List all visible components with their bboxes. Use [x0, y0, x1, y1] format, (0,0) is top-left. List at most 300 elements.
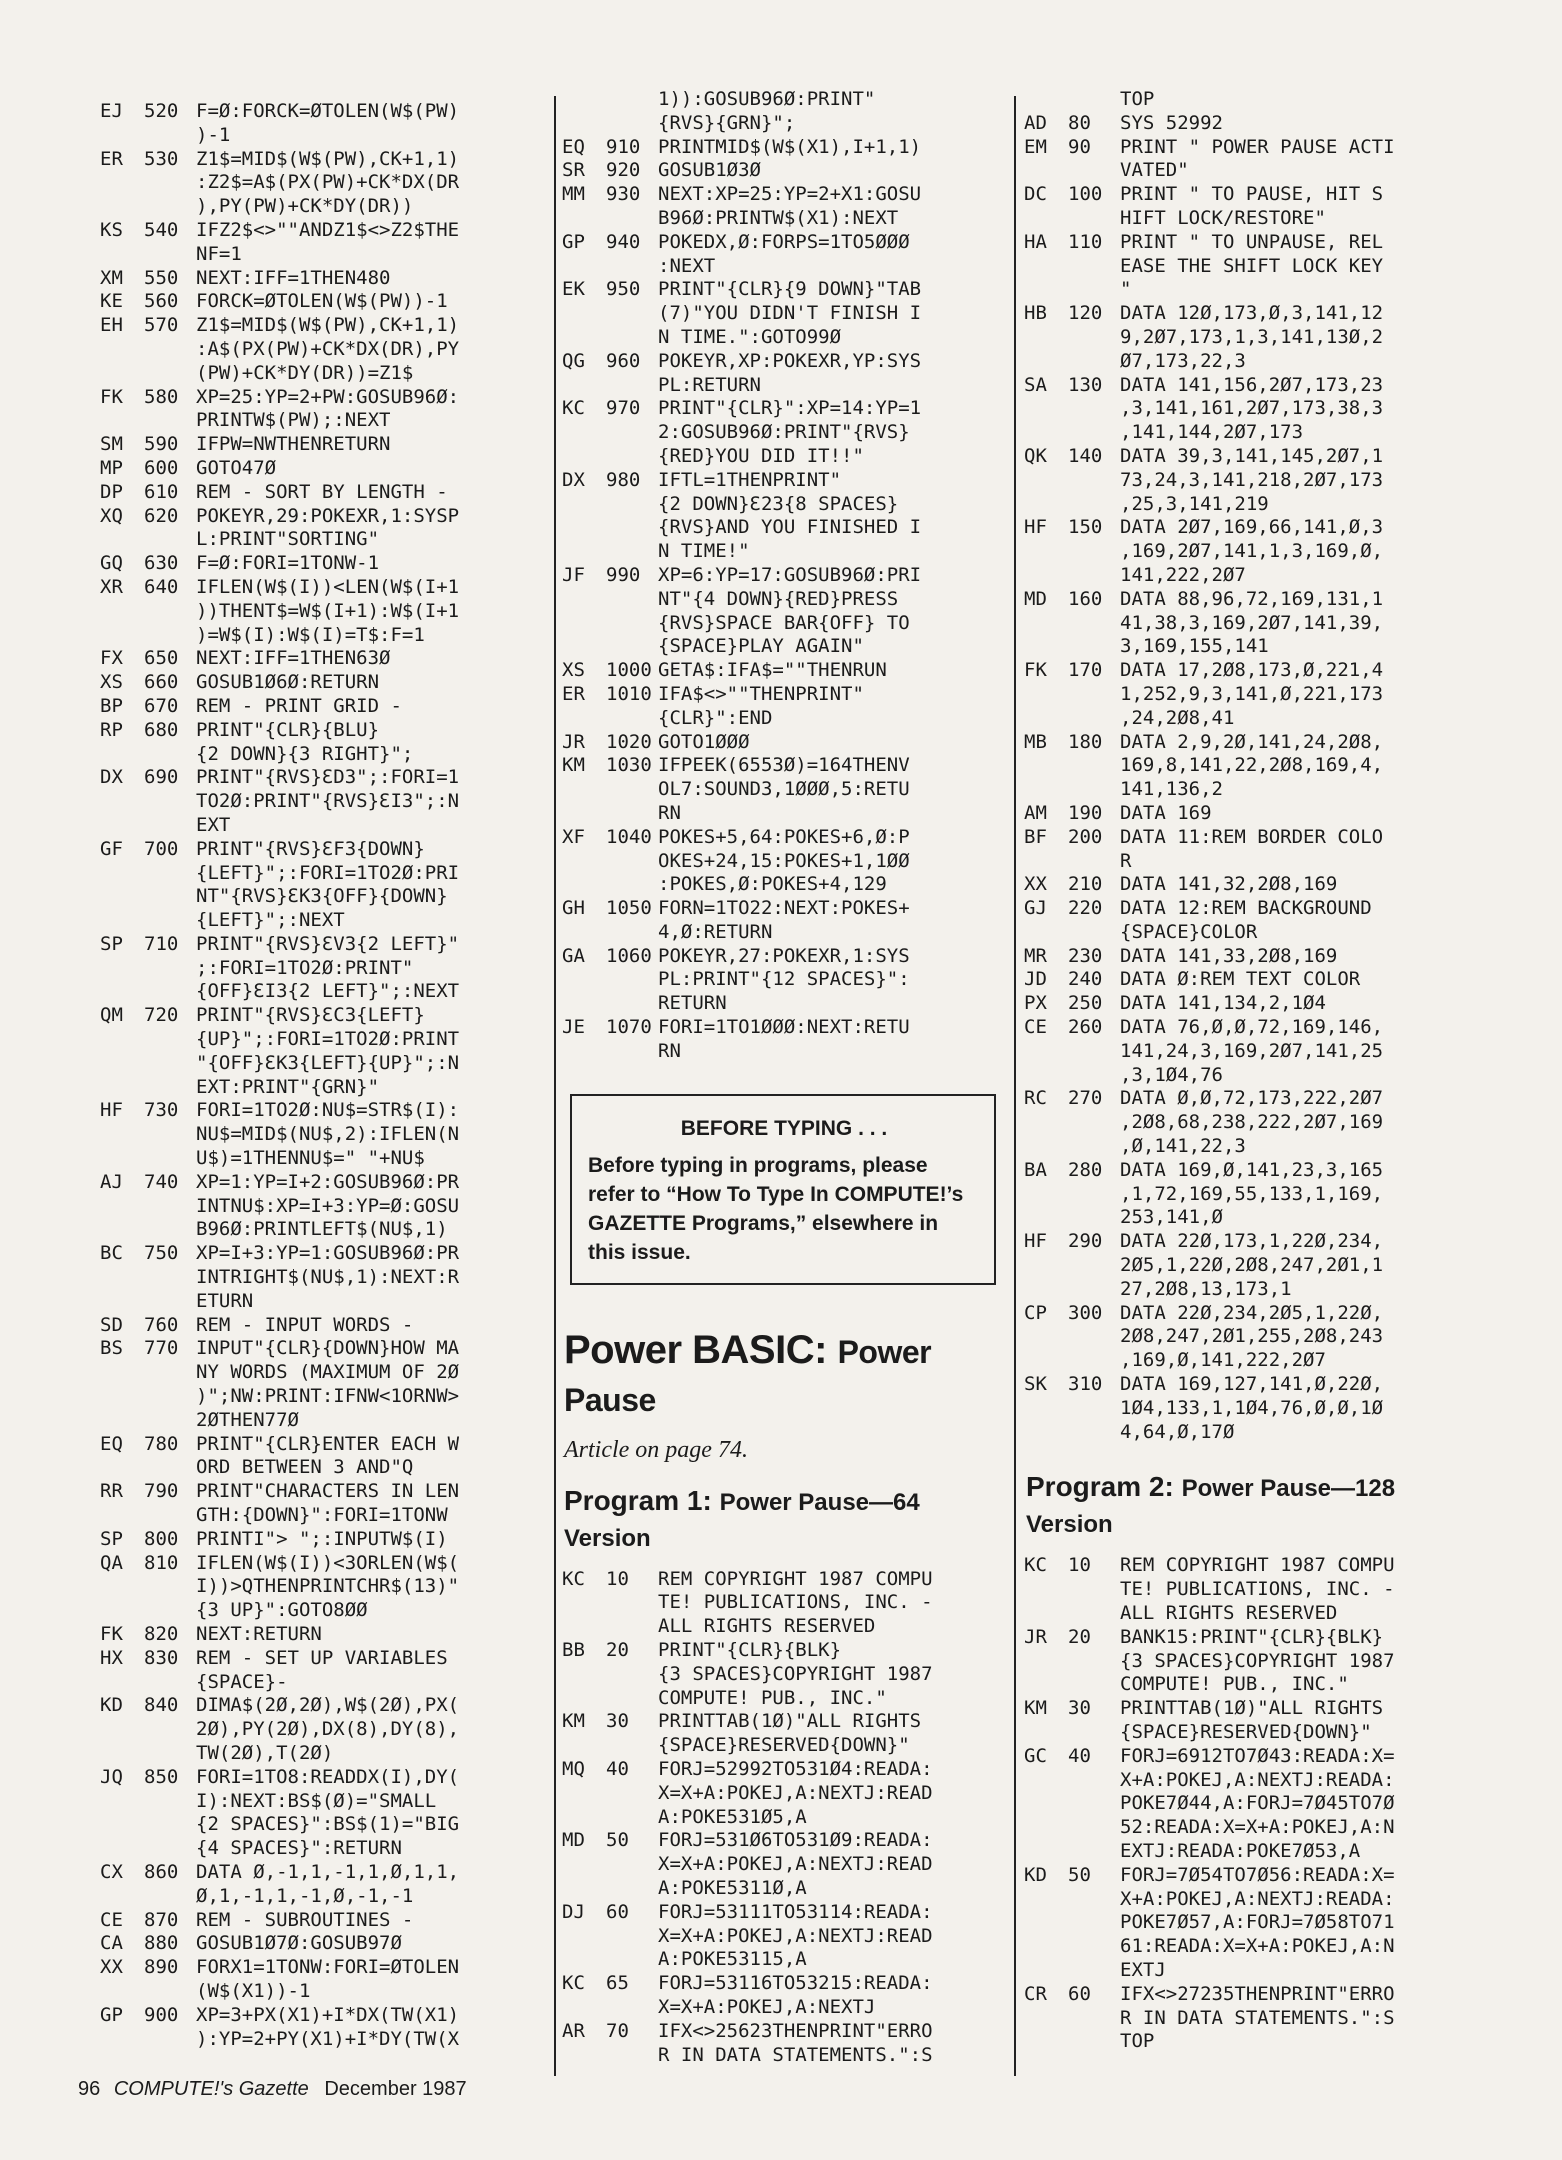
code-text: DATA 169	[1120, 801, 1212, 824]
line-number: 560	[144, 290, 179, 313]
checksum: GH	[562, 897, 585, 920]
checksum: KD	[1024, 1863, 1047, 1886]
code-text: NEXT:IFF=1THEN63Ø	[196, 647, 391, 670]
line-number: 65	[606, 1972, 629, 1995]
line-number: 580	[144, 385, 179, 408]
checksum: JR	[1024, 1625, 1047, 1648]
checksum: HF	[1024, 1230, 1047, 1253]
checksum: SA	[1024, 373, 1047, 396]
code-text: DATA 2,9,2Ø,141,24,2Ø8, 169,8,141,22,2Ø8,169,4, 141,136,2	[1120, 730, 1384, 801]
line-number: 940	[606, 230, 641, 253]
line-number: 830	[144, 1646, 179, 1669]
checksum: GJ	[1024, 897, 1047, 920]
checksum	[562, 88, 606, 136]
checksum: AJ	[100, 1170, 123, 1193]
checksum: RP	[100, 718, 123, 741]
code-text: PRINT"{RVS}ƐC3{LEFT} {UP}";:FORI=1TO2Ø:PRINT "{OFF}ƐK3{LEFT}{UP}";:N EXT:PRINT"{GRN}"	[196, 1004, 460, 1098]
line-number: 1020	[606, 730, 652, 753]
code-text: IFA$<>""THENPRINT" {CLR}":END	[658, 682, 864, 729]
code-text: F=Ø:FORI=1TONW-1	[196, 552, 380, 575]
checksum: JQ	[100, 1765, 123, 1788]
checksum: HA	[1024, 230, 1047, 253]
line-number: 160	[1068, 587, 1103, 610]
checksum: MM	[562, 183, 585, 206]
line-number: 250	[1068, 992, 1103, 1015]
checksum: KS	[100, 218, 123, 241]
checksum: SD	[100, 1313, 123, 1336]
code-text: PRINT"{RVS}ƐF3{DOWN} {LEFT}";:FORI=1TO2Ø:PRI NT"{RVS}ƐK3{OFF}{DOWN} {LEFT}";:NEXT	[196, 837, 460, 932]
line-number: 310	[1068, 1373, 1103, 1396]
article-title-main: Power BASIC:	[564, 1327, 827, 1372]
checksum: SK	[1024, 1373, 1047, 1396]
code-text: DATA Ø:REM TEXT COLOR	[1120, 968, 1361, 991]
checksum: SP	[100, 1527, 123, 1550]
checksum: FK	[100, 1623, 123, 1645]
line-number: 690	[144, 766, 179, 789]
code-text: POKEYR,27:POKEXR,1:SYS PL:PRINT"{12 SPACES}": RETURN	[658, 944, 910, 1015]
checksum: SM	[100, 433, 123, 456]
line-number: 930	[606, 183, 641, 206]
line-number: 810	[144, 1551, 179, 1574]
code-text: IFPW=NWTHENRETURN	[196, 433, 391, 456]
program-2-listing	[1024, 1554, 1474, 2054]
checksum: HF	[1024, 516, 1047, 539]
code-text: NEXT:XP=25:YP=2+X1:GOSU B96Ø:PRINTW$(X1):NEXT	[658, 183, 922, 229]
line-number: 710	[144, 932, 179, 955]
code-text: DATA 17,2Ø8,173,Ø,221,4 1,252,9,3,141,Ø,221,173 ,24,2Ø8,41	[1120, 659, 1384, 729]
code-text: DATA 76,Ø,Ø,72,169,146, 141,24,3,169,2Ø7,141,25 ,3,1Ø4,76	[1120, 1016, 1384, 1086]
code-text: IFLEN(W$(I))<LEN(W$(I+1 ))THENT$=W$(I+1):W$(I+1 )=W$(I):W$(I)=T$:F=1	[196, 575, 460, 646]
code-text: PRINT"{CLR}{9 DOWN}"TAB (7)"YOU DIDN'T FINISH I N TIME.":GOTO99Ø	[658, 278, 922, 348]
line-number: 550	[144, 266, 179, 289]
line-number: 240	[1068, 968, 1103, 991]
line-number: 110	[1068, 230, 1103, 253]
checksum: GA	[562, 944, 585, 967]
code-text: DATA 169,Ø,141,23,3,165 ,1,72,169,55,133,1,169, 253,141,Ø	[1120, 1158, 1384, 1229]
line-number: 770	[144, 1337, 179, 1360]
code-text: DATA 169,127,141,Ø,22Ø, 1Ø4,133,1,1Ø4,76,Ø,Ø,1Ø 4,64,Ø,17Ø	[1120, 1373, 1384, 1443]
line-number: 780	[144, 1432, 179, 1455]
article-title	[564, 1327, 1002, 1423]
checksum: KM	[562, 1710, 585, 1733]
code-text: DATA 2Ø7,169,66,141,Ø,3 ,169,2Ø7,141,1,3,169,Ø, 141,222,2Ø7	[1120, 516, 1384, 586]
code-text: PRINT"{CLR}ENTER EACH W ORD BETWEEN 3 AND"Q	[196, 1432, 460, 1479]
checksum: DX	[562, 468, 585, 491]
checksum: BA	[1024, 1158, 1047, 1181]
checksum: MQ	[562, 1758, 585, 1781]
code-text: DATA Ø,-1,1,-1,1,Ø,1,1, Ø,1,-1,1,-1,Ø,-1,-1	[196, 1860, 460, 1907]
line-number: 290	[1068, 1230, 1103, 1253]
line-number: 1030	[606, 754, 652, 777]
code-text: SYS 52992	[1120, 111, 1223, 134]
code-text: IFPEEK(6553Ø)=164THENV OL7:SOUND3,1ØØØ,5:RETU RN	[658, 754, 910, 824]
code-text: PRINT"{RVS}ƐD3";:FORI=1 TO2Ø:PRINT"{RVS}ƐI3";:N EXT	[196, 766, 460, 836]
line-number: 740	[144, 1170, 179, 1193]
checksum: XS	[562, 659, 585, 682]
code-text: FORJ=6912TO7Ø43:READA:X= X+A:POKEJ,A:NEXTJ:READA: POKE7Ø44,A:FORJ=7Ø45TO7Ø 52:READA:X=X+A:POKEJ,A:N EXTJ:READA:POKE7Ø53,A	[1120, 1744, 1395, 1862]
checksum: KM	[562, 754, 585, 777]
line-number: 610	[144, 480, 179, 503]
code-text: F=Ø:FORCK=ØTOLEN(W$(PW) )-1	[196, 100, 460, 146]
checksum: GC	[1024, 1744, 1047, 1767]
checksum: HF	[100, 1099, 123, 1122]
checksum: ER	[100, 147, 123, 170]
line-number: 800	[144, 1527, 179, 1550]
code-text: REM - PRINT GRID -	[196, 694, 402, 717]
code-text: DATA 141,32,2Ø8,169	[1120, 873, 1338, 896]
code-text: IFX<>27235THENPRINT"ERRO R IN DATA STATEMENTS.":S TOP	[1120, 1982, 1395, 2053]
checksum: QK	[1024, 444, 1047, 467]
code-text: DATA 141,156,2Ø7,173,23 ,3,141,161,2Ø7,173,38,3 ,141,144,2Ø7,173	[1120, 373, 1384, 444]
line-number: 10	[1068, 1554, 1091, 1577]
code-listing	[100, 100, 550, 2051]
code-text: GOTO1ØØØ	[658, 730, 750, 753]
magazine-name: COMPUTE!'s Gazette	[113, 2078, 309, 2100]
line-number: 1010	[606, 682, 652, 705]
line-number: 130	[1068, 373, 1103, 396]
line-number: 860	[144, 1860, 179, 1883]
line-number: 630	[144, 552, 179, 575]
code-text: DATA Ø,Ø,72,173,222,2Ø7 ,2Ø8,68,238,222,2Ø7,169 ,Ø,141,22,3	[1120, 1087, 1384, 1158]
line-number: 220	[1068, 897, 1103, 920]
checksum: EM	[1024, 135, 1047, 158]
line-number: 600	[144, 456, 179, 479]
code-text: REM - SET UP VARIABLES {SPACE}-	[196, 1646, 448, 1693]
line-number: 880	[144, 1932, 179, 1955]
checksum: JF	[562, 563, 585, 586]
code-text: FORI=1TO1ØØØ:NEXT:RETU RN	[658, 1016, 910, 1062]
code-text: FORI=1TO2Ø:NU$=STR$(I): NU$=MID$(NU$,2):IFLEN(N U$)=1THENNU$=" "+NU$	[196, 1099, 460, 1170]
checksum: BC	[100, 1242, 123, 1265]
checksum: JR	[562, 730, 585, 753]
code-text: DATA 12:REM BACKGROUND {SPACE}COLOR	[1120, 897, 1372, 943]
checksum: GP	[562, 230, 585, 253]
code-text: DATA 22Ø,234,2Ø5,1,22Ø, 2Ø8,247,2Ø1,255,2Ø8,243 ,169,Ø,141,222,2Ø7	[1120, 1301, 1384, 1372]
program-2-heading	[1026, 1470, 1474, 1542]
line-number: 680	[144, 718, 179, 741]
checksum: RR	[100, 1480, 123, 1503]
line-number: 700	[144, 837, 179, 860]
checksum: KM	[1024, 1697, 1047, 1720]
code-text: FORJ=52992TO531Ø4:READA: X=X+A:POKEJ,A:NEXTJ:READ A:POKE531Ø5,A	[658, 1758, 933, 1828]
checksum: XX	[1024, 873, 1047, 896]
checksum: CX	[100, 1860, 123, 1883]
checksum: KC	[562, 397, 585, 420]
line-number: 40	[606, 1758, 629, 1781]
checksum: DX	[100, 766, 123, 789]
checksum: CR	[1024, 1982, 1047, 2005]
checksum: DC	[1024, 183, 1047, 206]
line-number: 520	[144, 100, 179, 122]
code-text: NEXT:IFF=1THEN480	[196, 266, 391, 289]
checksum: CP	[1024, 1301, 1047, 1324]
line-number: 70	[606, 2019, 629, 2042]
line-number: 750	[144, 1242, 179, 1265]
line-number: 530	[144, 147, 179, 170]
line-number: 170	[1068, 659, 1103, 682]
code-text: IFTL=1THENPRINT" {2 DOWN}Ɛ23{8 SPACES} {RVS}AND YOU FINISHED I N TIME!"	[658, 468, 922, 563]
code-text: PRINTTAB(1Ø)"ALL RIGHTS {SPACE}RESERVED{DOWN}"	[1120, 1697, 1384, 1743]
program-1-heading	[564, 1484, 1002, 1556]
line-number: 870	[144, 1908, 179, 1931]
checksum: MB	[1024, 730, 1047, 753]
checksum: EK	[562, 278, 585, 301]
line-number: 1000	[606, 659, 652, 682]
line-number: 920	[606, 159, 641, 182]
checksum: JD	[1024, 968, 1047, 991]
checksum: BF	[1024, 825, 1047, 848]
checksum: CE	[100, 1908, 123, 1931]
checksum: CE	[1024, 1016, 1047, 1039]
line-number: 30	[606, 1710, 629, 1733]
program-2-label: Program 2:	[1026, 1471, 1174, 1503]
code-text: PRINT"{CLR}{BLU} {2 DOWN}{3 RIGHT}";	[196, 718, 414, 765]
code-text: XP=3+PX(X1)+I*DX(TW(X1) ):YP=2+PY(X1)+I*DY(TW(X	[196, 2003, 460, 2050]
line-number: 40	[1068, 1744, 1091, 1767]
line-number: 980	[606, 468, 641, 491]
checksum: QA	[100, 1551, 123, 1574]
line-number: 640	[144, 575, 179, 598]
code-text: IFX<>25623THENPRINT"ERRO R IN DATA STATEMENTS.":S	[658, 2019, 933, 2066]
code-text: XP=1:YP=I+2:GOSUB96Ø:PR INTNU$:XP=I+3:YP=Ø:GOSU B96Ø:PRINTLEFT$(NU$,1)	[196, 1170, 460, 1241]
line-number: 1070	[606, 1016, 652, 1039]
code-text: XP=25:YP=2+PW:GOSUB96Ø: PRINTW$(PW);:NEXT	[196, 385, 460, 432]
line-number: 840	[144, 1694, 179, 1717]
line-number: 1040	[606, 825, 652, 848]
listing-column-3	[1024, 88, 1474, 2054]
code-text: PRINT"{CLR}":XP=14:YP=1 2:GOSUB96Ø:PRINT"{RVS} {RED}YOU DID IT!!"	[658, 397, 922, 467]
checksum: EH	[100, 314, 123, 337]
checksum: ER	[562, 682, 585, 705]
checksum: QG	[562, 349, 585, 372]
code-text: 1)):GOSUB96Ø:PRINT" {RVS}{GRN}";	[658, 88, 876, 134]
line-number: 120	[1068, 302, 1103, 325]
code-text: PRINT " TO PAUSE, HIT S HIFT LOCK/RESTORE"	[1120, 183, 1384, 229]
code-text: PRINT " POWER PAUSE ACTI VATED"	[1120, 135, 1395, 182]
line-number	[606, 88, 654, 136]
listing-column-2	[562, 88, 1002, 2067]
checksum: AR	[562, 2019, 585, 2042]
checksum: BP	[100, 694, 123, 717]
code-text: GOSUB1Ø3Ø	[658, 159, 761, 182]
code-text: DATA 88,96,72,169,131,1 41,38,3,169,2Ø7,141,39, 3,169,155,141	[1120, 587, 1384, 658]
line-number: 660	[144, 671, 179, 694]
line-number: 620	[144, 504, 179, 527]
code-text: POKEDX,Ø:FORPS=1TO5ØØØ :NEXT	[658, 230, 910, 277]
code-text: REM COPYRIGHT 1987 COMPU TE! PUBLICATIONS, INC. - ALL RIGHTS RESERVED	[658, 1567, 933, 1638]
checksum: KE	[100, 290, 123, 313]
code-text: IFLEN(W$(I))<3ORLEN(W$( I))>QTHENPRINTCHR$(13)" {3 UP}":GOTO8ØØ	[196, 1551, 460, 1622]
code-text: POKEYR,29:POKEXR,1:SYSP L:PRINT"SORTING"	[196, 504, 460, 551]
code-text: REM COPYRIGHT 1987 COMPU TE! PUBLICATIONS, INC. - ALL RIGHTS RESERVED	[1120, 1554, 1395, 1625]
line-number: 670	[144, 694, 179, 717]
line-number: 90	[1068, 135, 1091, 158]
line-number: 790	[144, 1480, 179, 1503]
code-text: XP=I+3:YP=1:GOSUB96Ø:PR INTRIGHT$(NU$,1):NEXT:R ETURN	[196, 1242, 460, 1312]
code-text: REM - SORT BY LENGTH -	[196, 480, 448, 503]
checksum	[1024, 88, 1068, 112]
page-footer	[78, 2078, 467, 2101]
line-number: 590	[144, 433, 179, 456]
checksum: FX	[100, 647, 123, 670]
line-number: 50	[1068, 1863, 1091, 1886]
code-text: FORX1=1TONW:FORI=ØTOLEN (W$(X1))-1	[196, 1956, 460, 2002]
line-number: 60	[1068, 1982, 1091, 2005]
program-1-title: Power Pause—64 Version	[564, 1488, 920, 1552]
code-text: DATA 141,134,2,1Ø4	[1120, 992, 1326, 1015]
line-number: 200	[1068, 825, 1103, 848]
code-text: FORCK=ØTOLEN(W$(PW))-1	[196, 290, 448, 313]
line-number: 850	[144, 1765, 179, 1788]
line-number: 230	[1068, 944, 1103, 967]
page-number: 96	[78, 2078, 101, 2100]
line-number: 30	[1068, 1697, 1091, 1720]
line-number: 760	[144, 1313, 179, 1336]
code-text: FORJ=7Ø54TO7Ø56:READA:X= X+A:POKEJ,A:NEXTJ:READA: POKE7Ø57,A:FORJ=7Ø58TO71 61:READA:X=X+A:POKEJ,A:N EXTJ	[1120, 1863, 1395, 1981]
checksum: AM	[1024, 801, 1047, 824]
program-1-listing-continued	[1024, 88, 1474, 1444]
program-2-title: Power Pause—128 Version	[1026, 1475, 1396, 1539]
line-number: 270	[1068, 1087, 1103, 1110]
code-text: DATA 39,3,141,145,2Ø7,1 73,24,3,141,218,2Ø7,173 ,25,3,141,219	[1120, 444, 1384, 515]
line-number: 60	[606, 1900, 629, 1923]
code-text: Z1$=MID$(W$(PW),CK+1,1) :A$(PX(PW)+CK*DX(DR),PY (PW)+CK*DY(DR))=Z1$	[196, 314, 460, 384]
code-text: PRINT"CHARACTERS IN LEN GTH:{DOWN}":FORI=1TONW	[196, 1480, 460, 1527]
checksum: SP	[100, 932, 123, 955]
article-title-sub: Power Pause	[564, 1333, 932, 1418]
issue-date: December 1987	[324, 2078, 467, 2100]
checksum: XQ	[100, 504, 123, 527]
line-number: 720	[144, 1004, 179, 1027]
checksum: DJ	[562, 1900, 585, 1923]
code-text: INPUT"{CLR}{DOWN}HOW MA NY WORDS (MAXIMUM OF 2Ø )";NW:PRINT:IFNW<1ORNW> 2ØTHEN77Ø	[196, 1337, 460, 1431]
column-divider	[1014, 96, 1016, 2076]
line-number: 960	[606, 349, 641, 372]
line-number: 890	[144, 1956, 179, 1979]
code-text: FORJ=53111TO53114:READA: X=X+A:POKEJ,A:NEXTJ:READ A:POKE53115,A	[658, 1900, 933, 1971]
checksum: HB	[1024, 302, 1047, 325]
column-divider	[554, 96, 556, 2076]
line-number: 540	[144, 218, 179, 241]
line-number: 1050	[606, 897, 652, 920]
line-number: 80	[1068, 111, 1091, 134]
checksum: RC	[1024, 1087, 1047, 1110]
checksum: GQ	[100, 552, 123, 575]
line-number: 990	[606, 563, 641, 586]
code-text: POKES+5,64:POKES+6,Ø:P OKES+24,15:POKES+1,1ØØ :POKES,Ø:POKES+4,129	[658, 825, 910, 896]
program-1-label: Program 1:	[564, 1484, 712, 1516]
checksum: BB	[562, 1639, 585, 1662]
line-number: 650	[144, 647, 179, 670]
code-text: PRINTMID$(W$(X1),I+1,1)	[658, 135, 922, 158]
notice-body: Before typing in programs, please refer to “How To Type In COMPUTE!’s GAZETTE Programs,” elsewhere in this issue.	[588, 1153, 964, 1264]
code-text: PRINT"{RVS}ƐV3{2 LEFT}" ;:FORI=1TO2Ø:PRINT" {OFF}ƐI3{2 LEFT}";:NEXT	[196, 932, 460, 1003]
line-number: 260	[1068, 1016, 1103, 1039]
line-number: 10	[606, 1567, 629, 1590]
code-text: BANK15:PRINT"{CLR}{BLK} {3 SPACES}COPYRIGHT 1987 COMPUTE! PUB., INC."	[1120, 1625, 1395, 1696]
line-number: 730	[144, 1099, 179, 1122]
code-text: FORI=1TO8:READDX(I),DY( I):NEXT:BS$(Ø)="SMALL {2 SPACES}":BS$(1)="BIG {4 SPACES}":RETURN	[196, 1765, 460, 1860]
code-text: FORJ=531Ø6TO531Ø9:READA: X=X+A:POKEJ,A:NEXTJ:READ A:POKE5311Ø,A	[658, 1829, 933, 1900]
checksum: KC	[1024, 1554, 1047, 1577]
line-number: 180	[1068, 730, 1103, 753]
program-1-listing	[562, 1568, 1002, 2068]
checksum: SR	[562, 159, 585, 182]
line-number: 570	[144, 314, 179, 337]
code-text: PRINT " TO UNPAUSE, REL EASE THE SHIFT LOCK KEY "	[1120, 230, 1384, 301]
code-text: DATA 141,33,2Ø8,169	[1120, 944, 1338, 967]
line-number: 300	[1068, 1301, 1103, 1324]
checksum: DP	[100, 480, 123, 503]
checksum: EQ	[100, 1432, 123, 1455]
code-text: REM - INPUT WORDS -	[196, 1313, 414, 1336]
code-listing	[562, 88, 1002, 1064]
checksum: MP	[100, 456, 123, 479]
line-number: 820	[144, 1623, 179, 1645]
line-number: 100	[1068, 183, 1103, 206]
line-number: 210	[1068, 873, 1103, 896]
code-text: NEXT:RETURN	[196, 1623, 322, 1645]
line-number: 190	[1068, 801, 1103, 824]
line-number: 950	[606, 278, 641, 301]
checksum: GF	[100, 837, 123, 860]
checksum: XM	[100, 266, 123, 289]
checksum: QM	[100, 1004, 123, 1027]
checksum: EQ	[562, 135, 585, 158]
line-number: 910	[606, 135, 641, 158]
checksum: MR	[1024, 944, 1047, 967]
line-number: 900	[144, 2003, 179, 2026]
line-number: 1060	[606, 944, 652, 967]
checksum: JE	[562, 1016, 585, 1039]
code-text: PRINTI"> ";:INPUTW$(I)	[196, 1527, 448, 1550]
line-number: 280	[1068, 1158, 1103, 1181]
checksum: KC	[562, 1567, 585, 1590]
line-number: 20	[1068, 1625, 1091, 1648]
checksum: XR	[100, 575, 123, 598]
checksum: FK	[100, 385, 123, 408]
before-typing-notice	[570, 1094, 996, 1285]
checksum: XS	[100, 671, 123, 694]
code-text: TOP	[1120, 88, 1155, 110]
checksum: XF	[562, 825, 585, 848]
checksum: EJ	[100, 100, 123, 122]
code-text: PRINT"{CLR}{BLK} {3 SPACES}COPYRIGHT 1987 COMPUTE! PUB., INC."	[658, 1639, 933, 1709]
line-number: 20	[606, 1639, 629, 1662]
code-text: GETA$:IFA$=""THENRUN	[658, 659, 887, 682]
listing-column-1	[100, 100, 550, 2051]
code-text: DATA 12Ø,173,Ø,3,141,12 9,2Ø7,173,1,3,141,13Ø,2 Ø7,173,22,3	[1120, 302, 1384, 372]
code-text: IFZ2$<>""ANDZ1$<>Z2$THE NF=1	[196, 218, 460, 265]
line-number	[1068, 88, 1116, 112]
code-text: GOSUB1Ø6Ø:RETURN	[196, 671, 380, 694]
checksum: MD	[1024, 587, 1047, 610]
checksum: KC	[562, 1972, 585, 1995]
line-number: 150	[1068, 516, 1103, 539]
checksum: HX	[100, 1646, 123, 1669]
code-text: GOSUB1Ø7Ø:GOSUB97Ø	[196, 1932, 402, 1955]
checksum: GP	[100, 2003, 123, 2026]
checksum: AD	[1024, 111, 1047, 134]
code-text: DIMA$(2Ø,2Ø),W$(2Ø),PX( 2Ø),PY(2Ø),DX(8),DY(8), TW(2Ø),T(2Ø)	[196, 1694, 460, 1764]
code-text: PRINTTAB(1Ø)"ALL RIGHTS {SPACE}RESERVED{DOWN}"	[658, 1710, 922, 1757]
code-text: DATA 11:REM BORDER COLO R	[1120, 825, 1384, 872]
checksum: PX	[1024, 992, 1047, 1015]
checksum: BS	[100, 1337, 123, 1360]
checksum: KD	[100, 1694, 123, 1717]
code-text: REM - SUBROUTINES -	[196, 1908, 414, 1931]
line-number: 970	[606, 397, 641, 420]
